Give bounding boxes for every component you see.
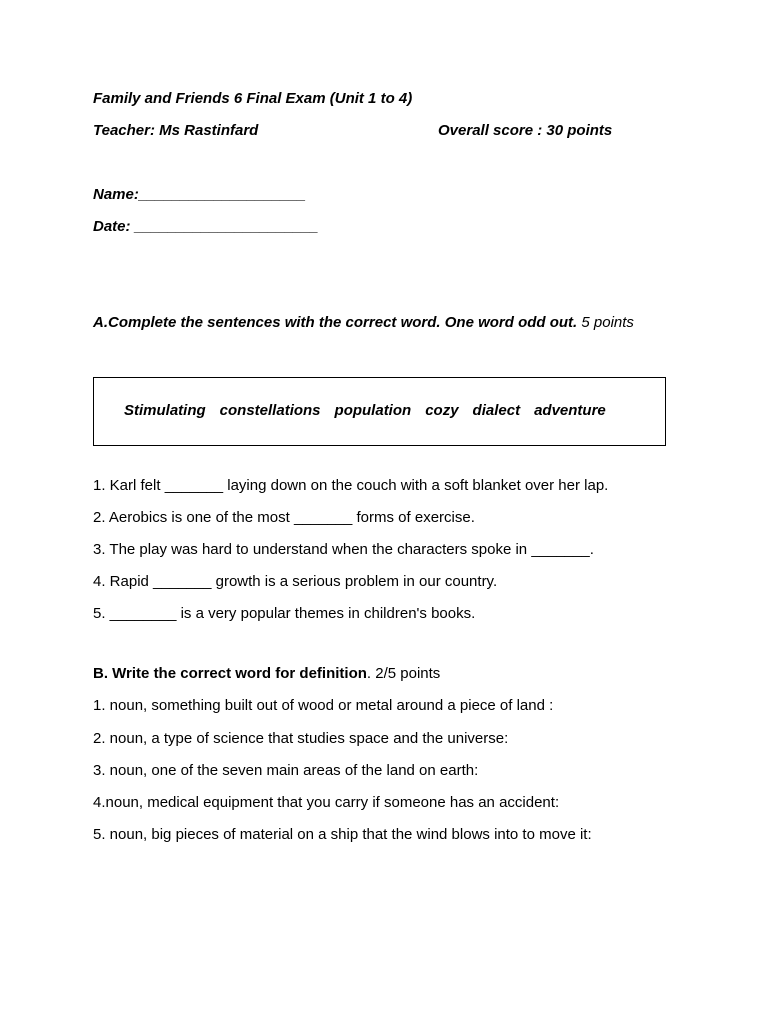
word-bank-item: population <box>334 402 412 419</box>
definition-item: 3. noun, one of the seven main areas of the land on earth: <box>93 762 479 779</box>
word-bank-item: constellations <box>219 402 321 419</box>
word-bank-box <box>93 377 666 446</box>
word-bank-item: Stimulating <box>124 402 206 419</box>
date-field: Date: ______________________ <box>93 218 319 235</box>
sentence-item: 5. ________ is a very popular themes in children's books. <box>93 605 476 622</box>
section-a-heading <box>93 313 634 333</box>
word-bank <box>124 401 606 421</box>
section-a-instruction: A.Complete the sentences with the correct word. One word odd out. <box>93 314 578 331</box>
definition-item: 5. noun, big pieces of material on a ship that the wind blows into to move it: <box>93 826 592 843</box>
section-b-points: . 2/5 points <box>366 665 441 682</box>
word-bank-item: cozy <box>425 402 459 419</box>
word-bank-item: adventure <box>534 402 606 419</box>
section-b-heading <box>93 664 440 684</box>
definition-item: 1. noun, something built out of wood or metal around a piece of land : <box>93 697 554 714</box>
section-b-instruction: B. Write the correct word for definition <box>93 665 367 682</box>
section-a-points: 5 points <box>581 314 634 331</box>
word-bank-item: dialect <box>472 402 521 419</box>
sentence-item: 1. Karl felt _______ laying down on the couch with a soft blanket over her lap. <box>93 477 609 494</box>
definition-item: 4.noun, medical equipment that you carry if someone has an accident: <box>93 794 560 811</box>
sentence-item: 2. Aerobics is one of the most _______ forms of exercise. <box>93 509 475 526</box>
overall-score: Overall score : 30 points <box>438 122 613 139</box>
definition-item: 2. noun, a type of science that studies space and the universe: <box>93 730 509 747</box>
student-name-field: Name:____________________ <box>93 186 306 203</box>
sentence-item: 4. Rapid _______ growth is a serious problem in our country. <box>93 573 498 590</box>
sentence-item: 3. The play was hard to understand when the characters spoke in _______. <box>93 541 594 558</box>
teacher-name: Teacher: Ms Rastinfard <box>93 122 259 139</box>
exam-title: Family and Friends 6 Final Exam (Unit 1 to 4) <box>93 90 413 107</box>
